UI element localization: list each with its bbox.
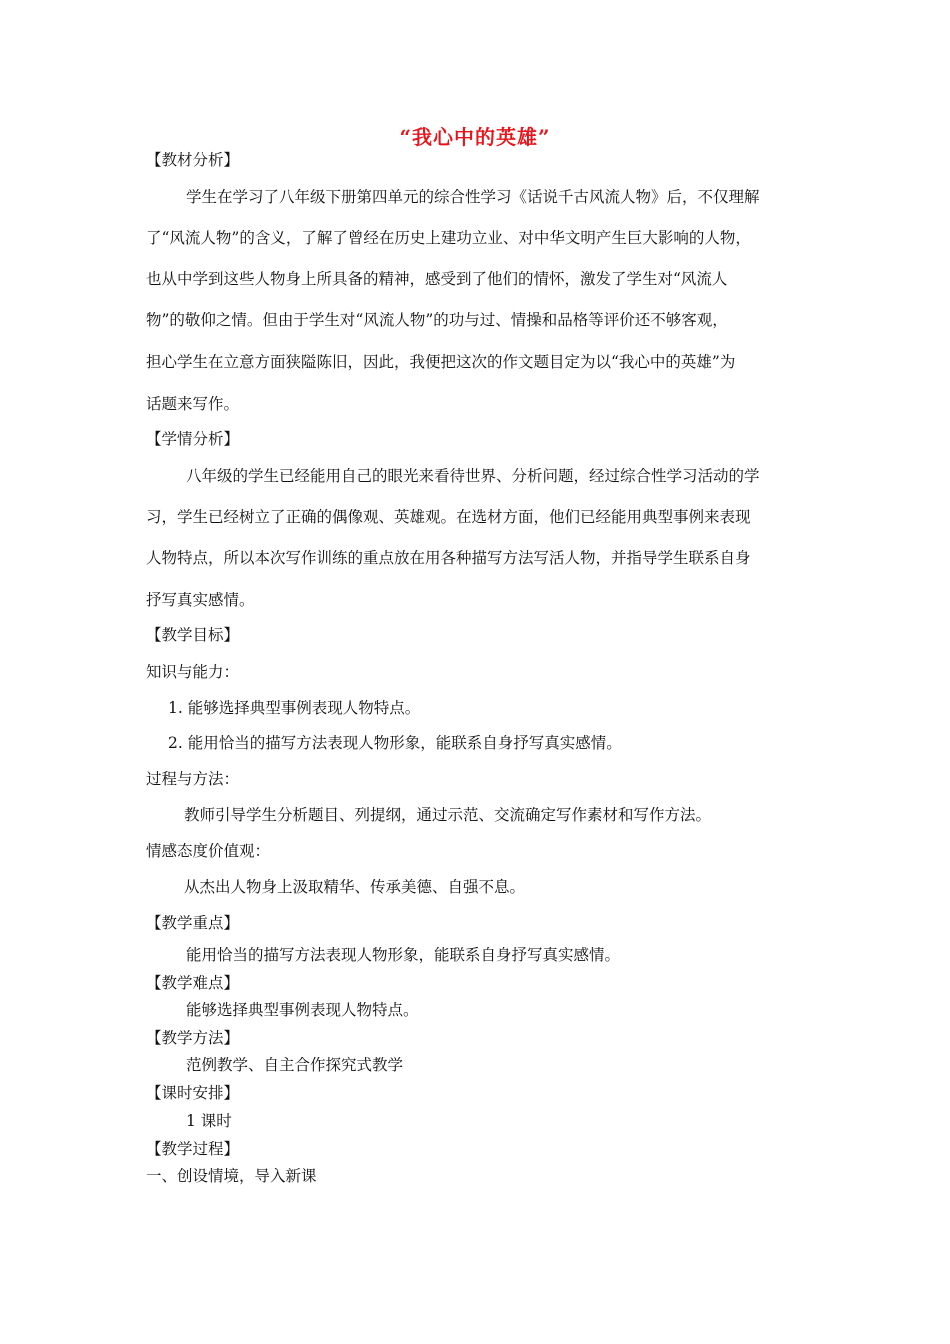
schedule-text: 1 课时: [186, 1112, 232, 1130]
paragraph-line: 话题来写作。: [146, 395, 240, 413]
difficulty-text: 能够选择典型事例表现人物特点。: [186, 1001, 419, 1019]
section-heading-key-point: 【教学重点】: [146, 914, 240, 932]
method-text: 范例教学、自主合作探究式教学: [186, 1056, 404, 1074]
document-title: “我心中的英雄”: [399, 125, 551, 149]
paragraph-line: 物”的敬仰之情。但由于学生对“风流人物”的功与过、情操和品格等评价还不够客观，: [146, 311, 728, 329]
section-heading-textbook-analysis: 【教材分析】: [146, 151, 240, 169]
section-heading-student-analysis: 【学情分析】: [146, 430, 240, 448]
process-label: 过程与方法：: [146, 770, 240, 788]
process-text: 教师引导学生分析题目、列提纲，通过示范、交流确定写作素材和写作方法。: [184, 806, 712, 824]
section-heading-process: 【教学过程】: [146, 1140, 240, 1158]
paragraph-line: 习，学生已经树立了正确的偶像观、英雄观。在选材方面，他们已经能用典型事例来表现: [146, 508, 751, 526]
process-step-1: 一、创设情境，导入新课: [146, 1167, 317, 1185]
list-item: 1. 能够选择典型事例表现人物特点。: [168, 699, 421, 717]
section-heading-difficulty: 【教学难点】: [146, 974, 240, 992]
knowledge-label: 知识与能力：: [146, 663, 240, 681]
paragraph-line: 也从中学到这些人物身上所具备的精神，感受到了他们的情怀，激发了学生对“风流人: [146, 270, 728, 288]
paragraph-line: 学生在学习了八年级下册第四单元的综合性学习《话说千古风流人物》后，不仅理解: [186, 188, 760, 206]
list-item: 2. 能用恰当的描写方法表现人物形象，能联系自身抒写真实感情。: [168, 734, 622, 752]
paragraph-line: 人物特点，所以本次写作训练的重点放在用各种描写方法写活人物，并指导学生联系自身: [146, 549, 751, 567]
paragraph-line: 了“风流人物”的含义，了解了曾经在历史上建功立业、对中华文明产生巨大影响的人物，: [146, 229, 751, 247]
paragraph-line: 担心学生在立意方面狭隘陈旧，因此，我便把这次的作文题目定为以“我心中的英雄”为: [146, 353, 736, 371]
section-heading-method: 【教学方法】: [146, 1029, 240, 1047]
paragraph-line: 抒写真实感情。: [146, 591, 255, 609]
emotion-label: 情感态度价值观：: [146, 842, 271, 860]
paragraph-line: 八年级的学生已经能用自己的眼光来看待世界、分析问题，经过综合性学习活动的学: [186, 467, 760, 485]
section-heading-schedule: 【课时安排】: [146, 1084, 240, 1102]
section-heading-goals: 【教学目标】: [146, 626, 240, 644]
key-point-text: 能用恰当的描写方法表现人物形象，能联系自身抒写真实感情。: [186, 946, 621, 964]
emotion-text: 从杰出人物身上汲取精华、传承美德、自强不息。: [184, 878, 526, 896]
